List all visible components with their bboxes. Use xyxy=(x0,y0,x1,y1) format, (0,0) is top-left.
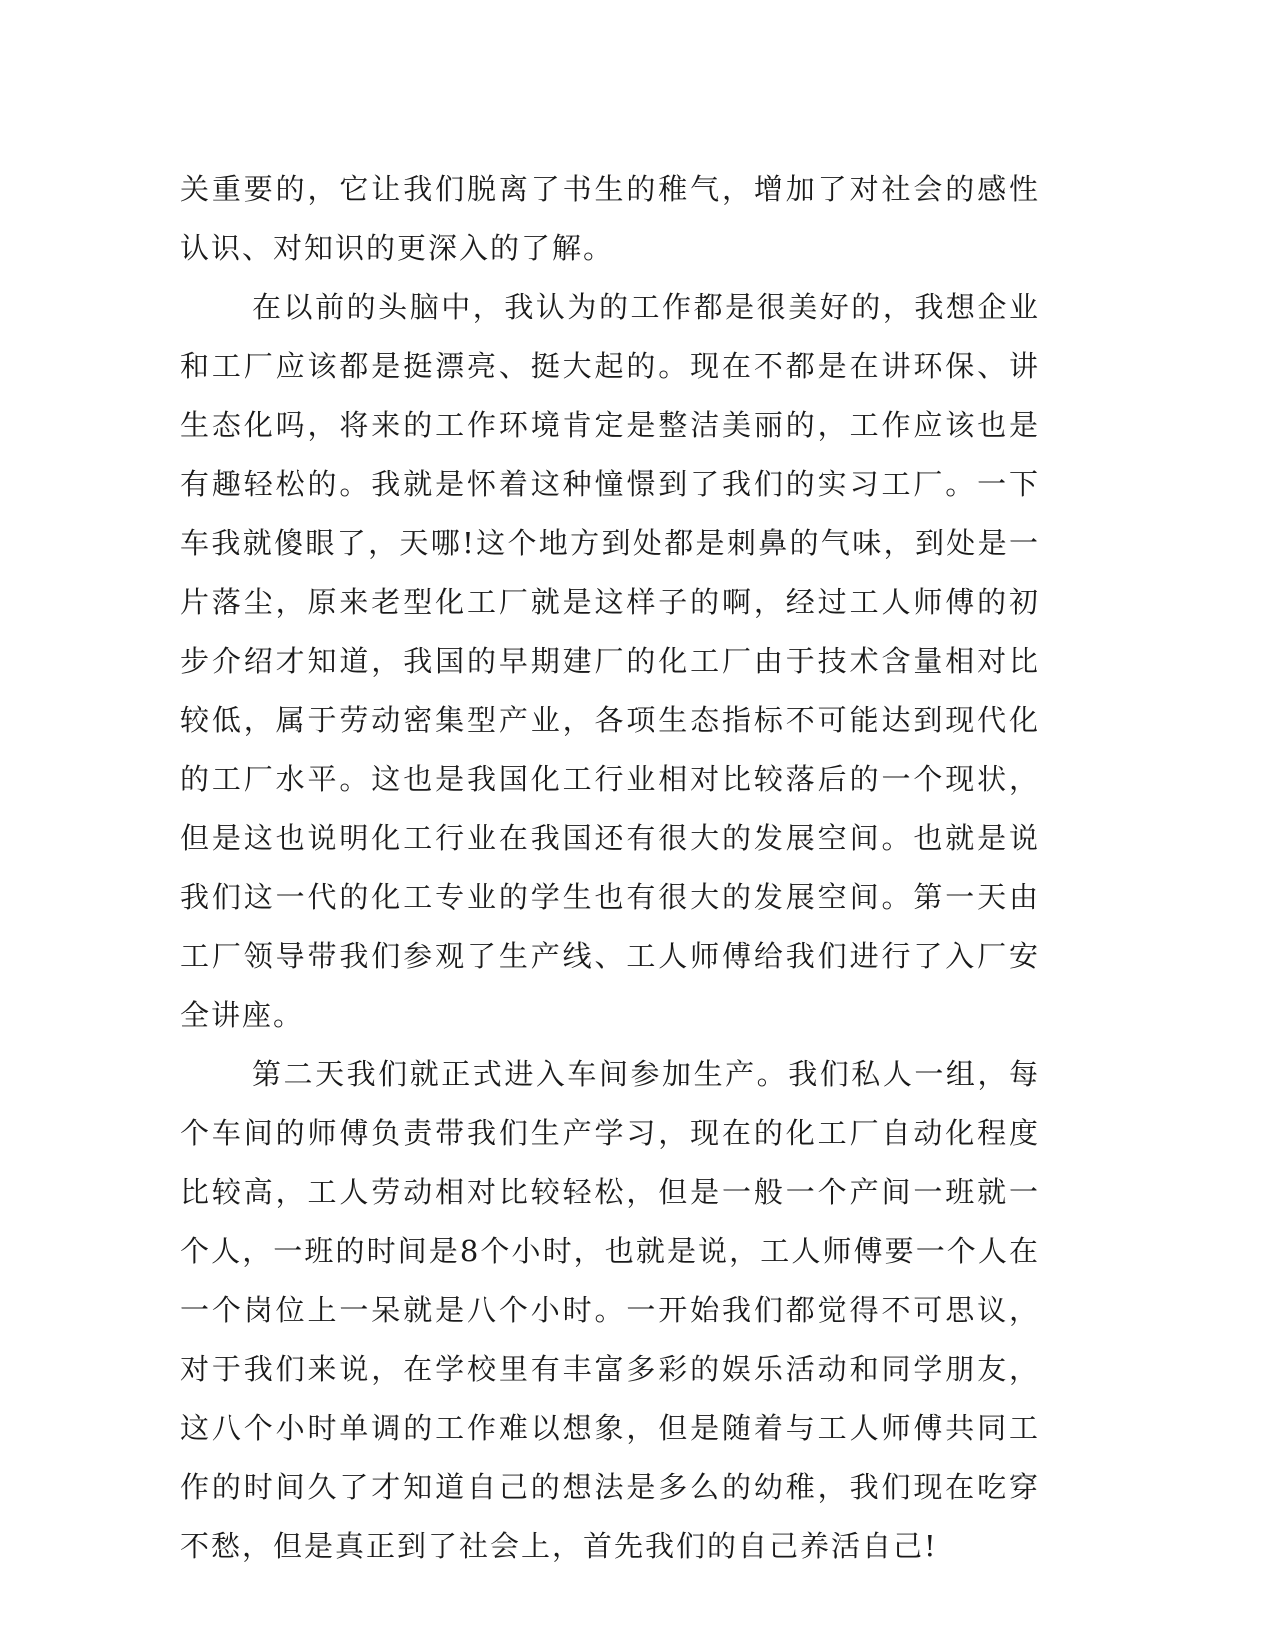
paragraph-second-day: 第二天我们就正式进入车间参加生产。我们私人一组，每个车间的师傅负责带我们生产学习，现在的化工厂自动化程度比较高，工人劳动相对比较轻松，但是一般一个产间一班就一个人，一班的时间是8个小时，也就是说，工人师傅要一个人在一个岗位上一呆就是八个小时。一开始我们都觉得不可思议，对于我们来说，在学校里有丰富多彩的娱乐活动和同学朋友，这八个小时单调的工作难以想象，但是随着与工人师傅共同工作的时间久了才知道自己的想法是多么的幼稚，我们现在吃穿不愁，但是真正到了社会上，首先我们的自己养活自己! xyxy=(180,1057,1040,1563)
paragraph-first-impression: 在以前的头脑中，我认为的工作都是很美好的，我想企业和工厂应该都是挺漂亮、挺大起的。现在不都是在讲环保、讲生态化吗，将来的工作环境肯定是整洁美丽的，工作应该也是有趣轻松的。我就是怀着这种憧憬到了我们的实习工厂。一下车我就傻眼了，天哪!这个地方到处都是刺鼻的气味，到处是一片落尘，原来老型化工厂就是这样子的啊，经过工人师傅的初步介绍才知道，我国的早期建厂的化工厂由于技术含量相对比较低，属于劳动密集型产业，各项生态指标不可能达到现代化的工厂水平。这也是我国化工行业相对比较落后的一个现状，但是这也说明化工行业在我国还有很大的发展空间。也就是说我们这一代的化工专业的学生也有很大的发展空间。第一天由工厂领导带我们参观了生产线、工人师傅给我们进行了入厂安全讲座。 xyxy=(180,290,1040,1032)
document-body xyxy=(180,160,1040,1576)
paragraph-continuation: 关重要的，它让我们脱离了书生的稚气，增加了对社会的感性认识、对知识的更深入的了解。 xyxy=(180,172,1040,265)
